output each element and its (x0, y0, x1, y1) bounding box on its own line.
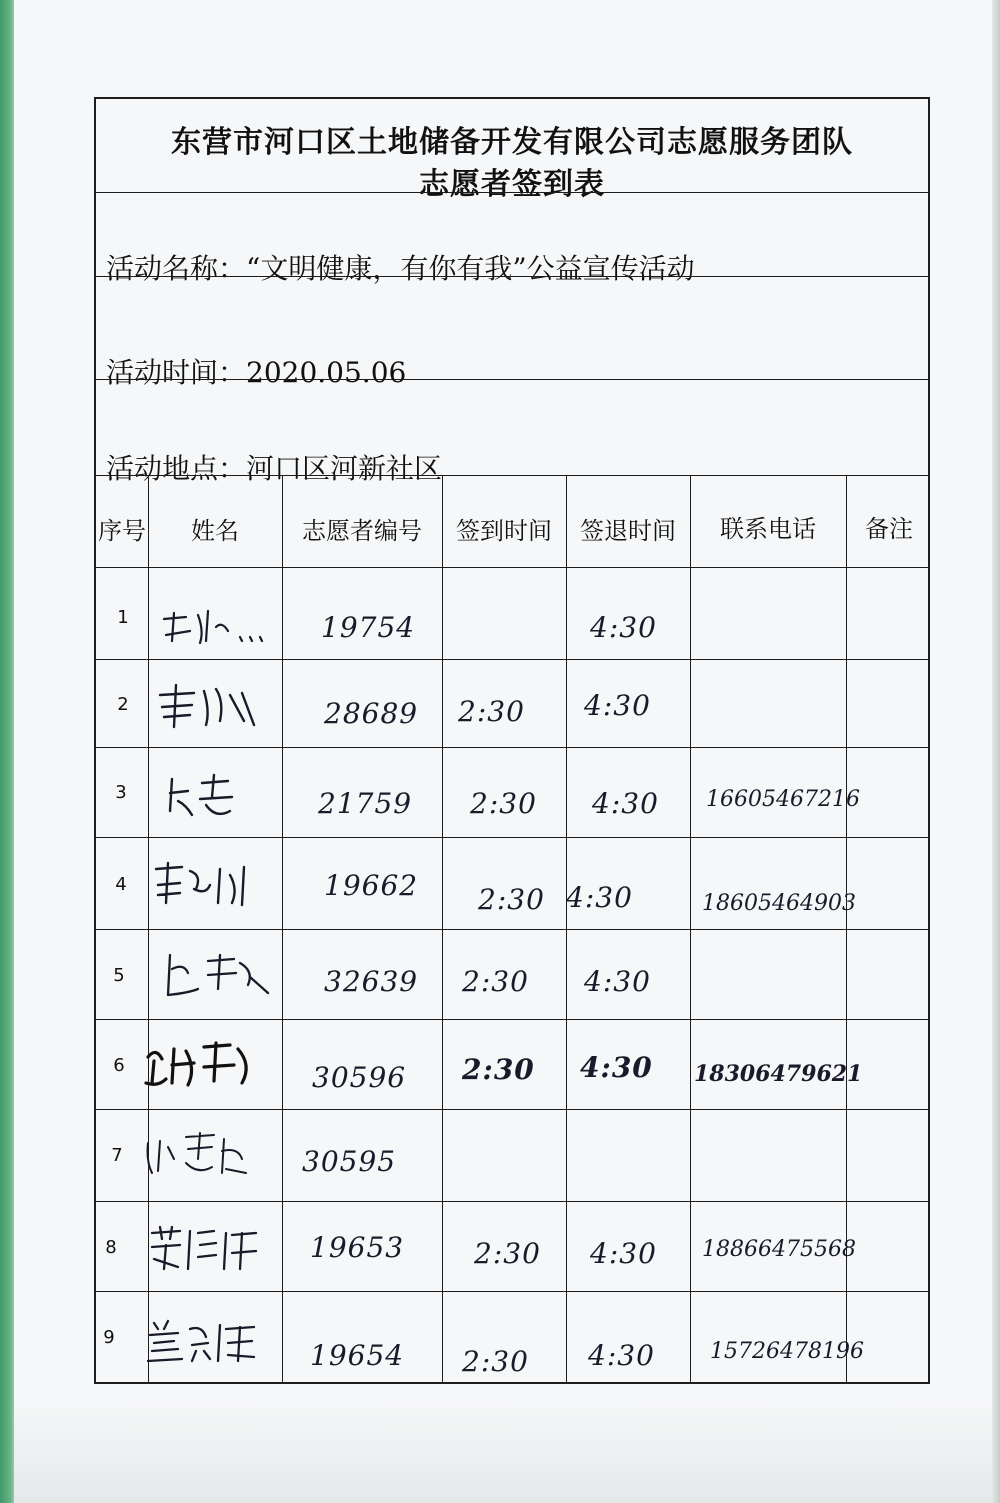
volunteer-id: 28689 (324, 697, 419, 730)
handwritten-signature (144, 1315, 264, 1365)
volunteer-id: 19654 (310, 1339, 405, 1372)
column-header-index: 序号 (98, 517, 146, 545)
phone-number: 15726478196 (710, 1339, 864, 1364)
phone-number: 18605464903 (702, 891, 856, 916)
signin-time: 2:30 (478, 883, 545, 916)
signin-time: 2:30 (474, 1237, 541, 1270)
phone-number: 18306479621 (694, 1061, 863, 1087)
divider (96, 747, 928, 748)
activity-place: 活动地点：河口区河新社区 (106, 452, 443, 485)
handwritten-signature (138, 1129, 258, 1179)
column-header-remarks: 备注 (865, 515, 913, 543)
volunteer-id: 21759 (318, 787, 413, 820)
volunteer-id: 32639 (324, 965, 419, 998)
signout-time: 4:30 (588, 1339, 655, 1372)
row-index: 9 (103, 1327, 115, 1348)
row-index: 2 (117, 694, 129, 715)
column-header-name: 姓名 (191, 517, 239, 545)
divider (96, 475, 928, 476)
divider (96, 567, 928, 568)
row-index: 3 (115, 782, 127, 803)
handwritten-signature (154, 681, 274, 731)
volunteer-id: 30595 (302, 1145, 397, 1178)
signin-form (94, 97, 930, 1384)
row-index: 8 (105, 1237, 117, 1258)
handwritten-signature (146, 1223, 266, 1273)
row-index: 7 (111, 1145, 123, 1166)
signin-time: 2:30 (470, 787, 537, 820)
signin-time: 2:30 (458, 695, 525, 728)
divider (96, 929, 928, 930)
signout-time: 4:30 (584, 689, 651, 722)
divider (96, 276, 928, 277)
volunteer-id: 19662 (324, 869, 419, 902)
column-header-volunteer-id: 志愿者编号 (302, 517, 422, 545)
signout-time: 4:30 (580, 1051, 653, 1084)
handwritten-signature (158, 949, 278, 999)
volunteer-id: 30596 (312, 1061, 407, 1094)
signin-time: 2:30 (462, 1345, 529, 1378)
divider (96, 837, 928, 838)
volunteer-id: 19754 (321, 611, 416, 644)
form-subtitle: 志愿者签到表 (419, 167, 605, 202)
column-header-signout-time: 签退时间 (580, 517, 676, 545)
signin-time: 2:30 (462, 1053, 535, 1086)
row-index: 5 (113, 965, 125, 986)
signout-time: 4:30 (592, 787, 659, 820)
divider (96, 1291, 928, 1292)
row-index: 4 (115, 874, 127, 895)
divider (96, 1019, 928, 1020)
signout-time: 4:30 (590, 611, 657, 644)
row-index: 6 (113, 1055, 125, 1076)
handwritten-signature (142, 1039, 262, 1089)
handwritten-signature (162, 771, 282, 821)
form-title: 东营市河口区土地储备开发有限公司志愿服务团队 (171, 125, 853, 160)
signin-time: 2:30 (462, 965, 529, 998)
phone-number: 16605467216 (706, 787, 860, 812)
column-header-phone: 联系电话 (720, 515, 816, 543)
divider (96, 192, 928, 193)
signout-time: 4:30 (584, 965, 651, 998)
row-index: 1 (117, 607, 129, 628)
phone-number: 18866475568 (702, 1237, 856, 1262)
paper-shadow (14, 1400, 992, 1503)
column-header-signin-time: 签到时间 (456, 517, 552, 545)
divider (96, 379, 928, 380)
activity-time: 活动时间：2020.05.06 (106, 356, 407, 389)
handwritten-signature (150, 859, 270, 909)
paper-sheet (14, 0, 992, 1503)
signout-time: 4:30 (590, 1237, 657, 1270)
activity-name: 活动名称：“文明健康，有你有我”公益宣传活动 (106, 252, 695, 285)
handwritten-signature (156, 601, 276, 651)
divider (96, 1109, 928, 1110)
divider (96, 1201, 928, 1202)
signout-time: 4:30 (566, 881, 633, 914)
volunteer-id: 19653 (310, 1231, 405, 1264)
divider (96, 659, 928, 660)
